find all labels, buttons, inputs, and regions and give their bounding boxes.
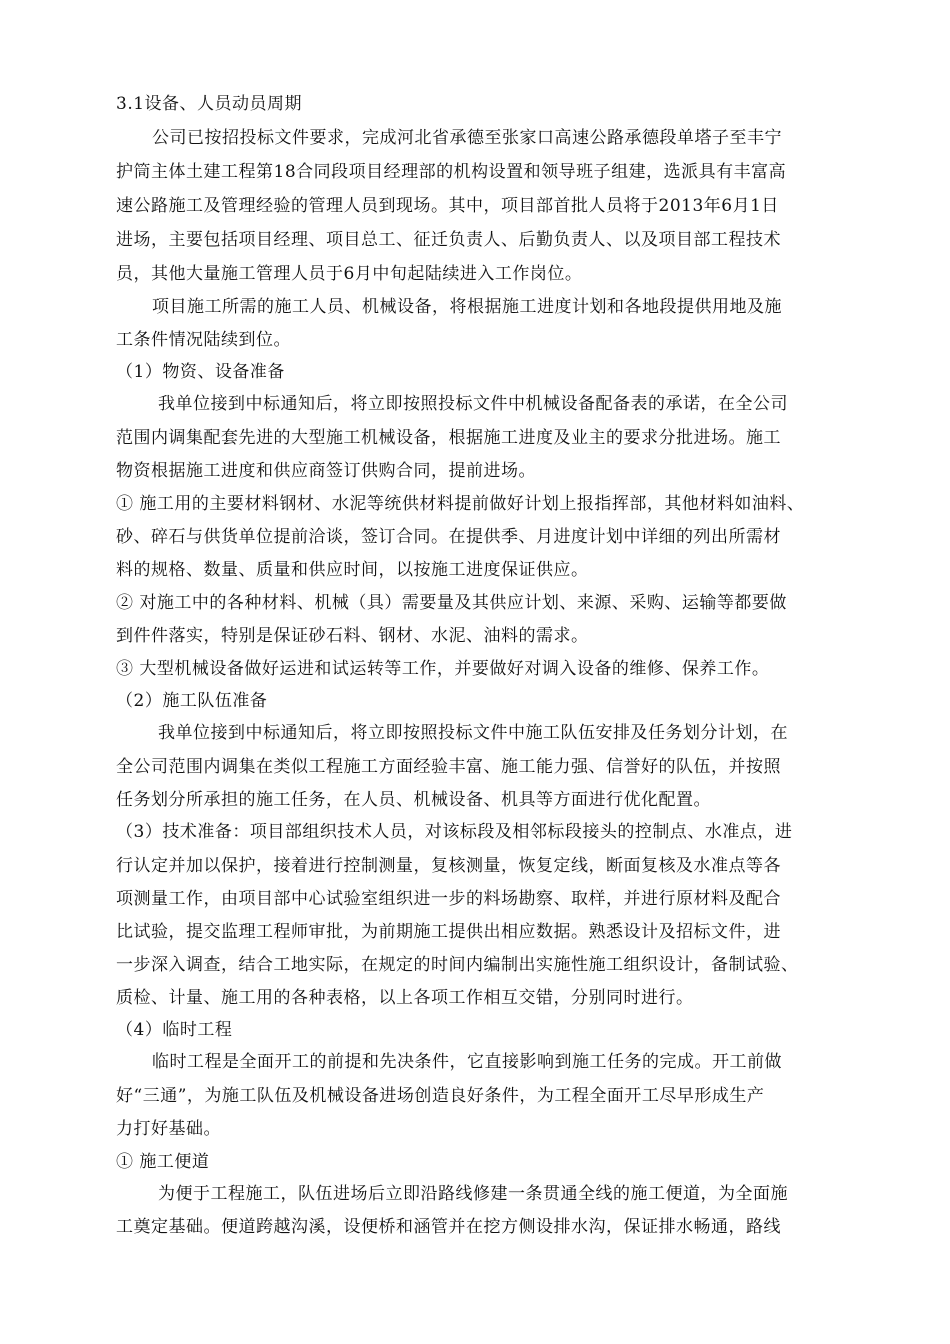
- paragraph-line: 砂、碎石与供货单位提前洽谈，签订合同。在提供季、月进度计划中详细的列出所需材: [116, 527, 781, 547]
- paragraph-line: 到件件落实，特别是保证砂石料、钢材、水泥、油料的需求。: [116, 626, 589, 646]
- paragraph-line: 料的规格、数量、质量和供应时间，以按施工进度保证供应。: [116, 560, 589, 580]
- paragraph-line: 好“三通”，为施工队伍及机械设备进场创造良好条件，为工程全面开工尽早形成生产: [116, 1086, 765, 1106]
- paragraph-line: 任务划分所承担的施工任务，在人员、机械设备、机具等方面进行优化配置。: [116, 790, 711, 810]
- paragraph-line: 护筒主体土建工程第18合同段项目经理部的机构设置和领导班子组建，选派具有丰富高: [116, 162, 787, 182]
- paragraph-line: 物资根据施工进度和供应商签订供购合同，提前进场。: [116, 461, 536, 481]
- paragraph-line: 我单位接到中标通知后，将立即按照投标文件中机械设备配备表的承诺，在全公司: [158, 394, 788, 414]
- paragraph-line: 力打好基础。: [116, 1119, 221, 1139]
- paragraph-line: 速公路施工及管理经验的管理人员到现场。其中，项目部首批人员将于2013年6月1日: [116, 196, 779, 216]
- list-item-line: ③ 大型机械设备做好运进和试运转等工作，并要做好对调入设备的维修、保养工作。: [116, 659, 770, 679]
- subsection-heading: （4）临时工程: [116, 1020, 233, 1040]
- paragraph-line: 为便于工程施工，队伍进场后立即沿路线修建一条贯通全线的施工便道，为全面施: [158, 1184, 788, 1204]
- paragraph-line: 一步深入调查，结合工地实际，在规定的时间内编制出实施性施工组织设计，备制试验、: [116, 955, 799, 975]
- paragraph-line: 我单位接到中标通知后，将立即按照投标文件中施工队伍安排及任务划分计划，在: [158, 723, 788, 743]
- paragraph-line: 项测量工作，由项目部中心试验室组织进一步的料场勘察、取样，并进行原材料及配合: [116, 889, 781, 909]
- subsection-heading: （2）施工队伍准备: [116, 691, 268, 711]
- list-item-line: ② 对施工中的各种材料、机械（具）需要量及其供应计划、来源、采购、运输等都要做: [116, 593, 787, 613]
- paragraph-line: 比试验，提交监理工程师审批，为前期施工提供出相应数据。熟悉设计及招标文件，进: [116, 922, 781, 942]
- paragraph-line: 员，其他大量施工管理人员于6月中旬起陆续进入工作岗位。: [116, 264, 583, 284]
- section-heading: 3.1设备、人员动员周期: [116, 94, 303, 114]
- paragraph-line: 工条件情况陆续到位。: [116, 330, 291, 350]
- paragraph-line: 范围内调集配套先进的大型施工机械设备，根据施工进度及业主的要求分批进场。施工: [116, 428, 781, 448]
- paragraph-line: 项目施工所需的施工人员、机械设备，将根据施工进度计划和各地段提供用地及施: [152, 297, 782, 317]
- paragraph-line: 行认定并加以保护，接着进行控制测量，复核测量，恢复定线，断面复核及水准点等各: [116, 856, 781, 876]
- paragraph-line: 全公司范围内调集在类似工程施工方面经验丰富、施工能力强、信誉好的队伍，并按照: [116, 757, 781, 777]
- paragraph-line: 公司已按招投标文件要求，完成河北省承德至张家口高速公路承德段单塔子至丰宁: [152, 128, 782, 148]
- subsection-heading: （1）物资、设备准备: [116, 362, 285, 382]
- paragraph-line: 工奠定基础。便道跨越沟溪，设便桥和涵管并在挖方侧设排水沟，保证排水畅通，路线: [116, 1217, 781, 1237]
- list-item-line: ① 施工便道: [116, 1152, 210, 1172]
- paragraph-line: 进场，主要包括项目经理、项目总工、征迁负责人、后勤负责人、以及项目部工程技术: [116, 230, 781, 250]
- paragraph-line: 临时工程是全面开工的前提和先决条件，它直接影响到施工任务的完成。开工前做: [152, 1052, 782, 1072]
- paragraph-line: 质检、计量、施工用的各种表格，以上各项工作相互交错，分别同时进行。: [116, 988, 694, 1008]
- subsection-line: （3）技术准备：项目部组织技术人员，对该标段及相邻标段接头的控制点、水准点，进: [116, 822, 793, 842]
- list-item-line: ① 施工用的主要材料钢材、水泥等统供材料提前做好计划上报指挥部，其他材料如油料、: [116, 494, 805, 514]
